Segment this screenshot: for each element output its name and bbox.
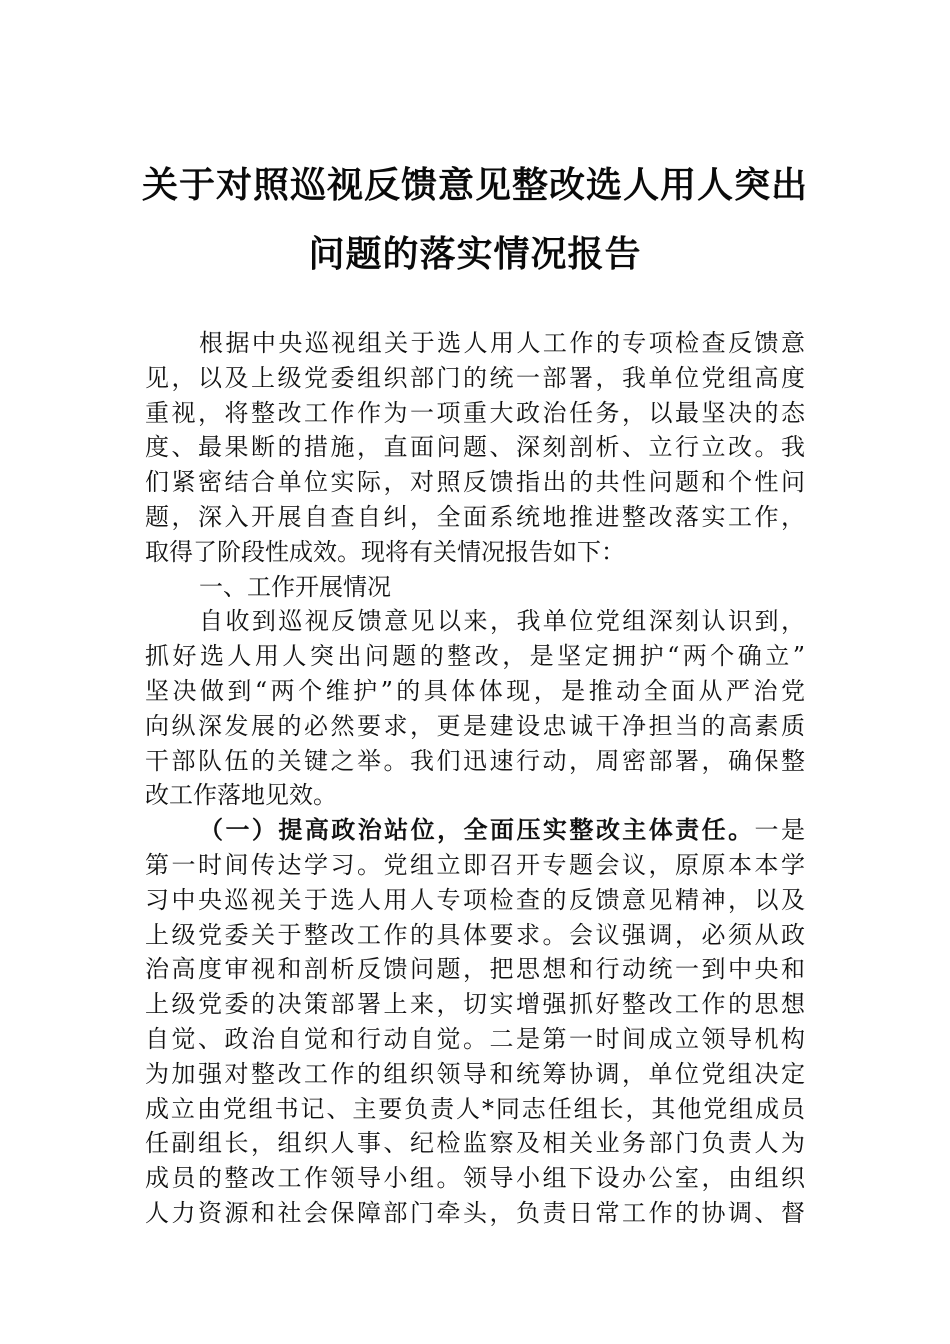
paragraph-3-line: 上级党委的决策部署上来，切实增强抓好整改工作的思想 xyxy=(145,990,805,1019)
subsection-heading-1: （一）提高政治站位，全面压实整改主体责任。 xyxy=(199,815,755,845)
paragraph-2-line: 自收到巡视反馈意见以来，我单位党组深刻认识到， xyxy=(199,607,805,636)
paragraph-3-line: 第一时间传达学习。党组立即召开专题会议，原原本本学 xyxy=(145,850,805,879)
paragraph-1-line: 题，深入开展自查自纠，全面系统地推进整改落实工作， xyxy=(145,502,805,531)
paragraph-3-line: 自觉、政治自觉和行动自觉。二是第一时间成立领导机构 xyxy=(145,1024,805,1053)
paragraph-3-line: 人力资源和社会保障部门牵头，负责日常工作的协调、督 xyxy=(145,1198,805,1227)
paragraph-3-first-rest: 一是 xyxy=(754,816,806,845)
paragraph-1-line: 取得了阶段性成效。现将有关情况报告如下： xyxy=(145,537,625,566)
section-heading-1: 一、工作开展情况 xyxy=(199,572,391,601)
paragraph-1-line: 度、最果断的措施，直面问题、深刻剖析、立行立改。我 xyxy=(145,433,805,462)
paragraph-3-line: 成立由党组书记、主要负责人*同志任组长，其他党组成员 xyxy=(145,1094,805,1123)
paragraph-1-line: 重视，将整改工作作为一项重大政治任务，以最坚决的态 xyxy=(145,398,805,427)
paragraph-2-line: 坚决做到“两个维护”的具体体现，是推动全面从严治党 xyxy=(145,676,805,705)
paragraph-3-line: 成员的整改工作领导小组。领导小组下设办公室，由组织 xyxy=(145,1164,805,1193)
paragraph-3-line: 治高度审视和剖析反馈问题，把思想和行动统一到中央和 xyxy=(145,955,805,984)
document-title-line-2: 问题的落实情况报告 xyxy=(308,233,642,275)
document-body xyxy=(145,326,805,1231)
paragraph-3-line: 为加强对整改工作的组织领导和统筹协调，单位党组决定 xyxy=(145,1059,805,1088)
paragraph-3-line: 上级党委关于整改工作的具体要求。会议强调，必须从政 xyxy=(145,920,805,949)
paragraph-2-line: 改工作落地见效。 xyxy=(145,781,337,810)
paragraph-1-line: 见，以及上级党委组织部门的统一部署，我单位党组高度 xyxy=(145,363,805,392)
paragraph-2-line: 抓好选人用人突出问题的整改，是坚定拥护“两个确立” xyxy=(145,642,805,671)
paragraph-1-line: 们紧密结合单位实际，对照反馈指出的共性问题和个性问 xyxy=(145,468,805,497)
paragraph-1-line: 根据中央巡视组关于选人用人工作的专项检查反馈意 xyxy=(199,329,805,357)
paragraph-2-line: 干部队伍的关键之举。我们迅速行动，周密部署，确保整 xyxy=(145,746,805,775)
paragraph-3-line: 任副组长，组织人事、纪检监察及相关业务部门负责人为 xyxy=(145,1129,805,1158)
paragraph-3-line: 习中央巡视关于选人用人专项检查的反馈意见精神，以及 xyxy=(145,885,805,914)
document-title-line-1: 关于对照巡视反馈意见整改选人用人突出 xyxy=(141,164,808,206)
paragraph-2-line: 向纵深发展的必然要求，更是建设忠诚干净担当的高素质 xyxy=(145,711,805,740)
paragraph-3-first-line xyxy=(145,813,805,848)
